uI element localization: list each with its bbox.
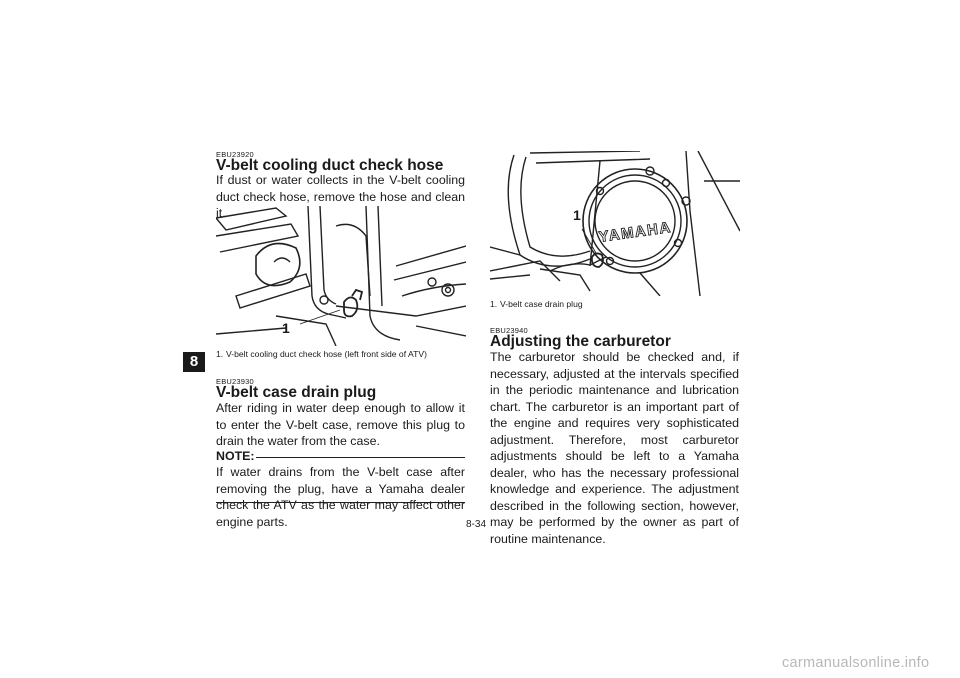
caption-number-right: 1.	[490, 299, 498, 309]
engine-illustration-left	[216, 206, 466, 346]
figure-caption-drain-plug	[490, 299, 750, 310]
section-title-drain-plug: V-belt case drain plug	[216, 384, 377, 401]
figure-caption-cooling-duct	[216, 349, 476, 360]
figure-cooling-duct-hose	[216, 206, 466, 346]
section-code-drain-plug: EBU23930	[216, 377, 254, 386]
note-top-rule	[256, 457, 465, 458]
note-bottom-rule	[216, 502, 465, 503]
section-title-cooling-duct: V-belt cooling duct check hose	[216, 157, 444, 174]
caption-text: V-belt cooling duct check hose (left front side of ATV)	[226, 349, 427, 359]
yamaha-logo-engraving: YAMAHA	[597, 218, 673, 247]
callout-number-1: 1	[282, 320, 290, 336]
section-code-carburetor: EBU23940	[490, 326, 528, 335]
section-title-carburetor: Adjusting the carburetor	[490, 333, 671, 350]
chapter-tab: 8	[183, 352, 205, 372]
figure-drain-plug	[490, 151, 740, 296]
note-text: If water drains from the V-belt case after removing the plug, have a Yamaha dealer check the ATV as the water may affect other engine parts.	[216, 465, 465, 529]
section-body-carburetor: The carburetor should be checked and, if necessary, adjusted at the intervals specified in the periodic maintenance and lubrication chart. The carburetor is an important part of the engine and requires very sophisticated adjustment. Therefore, most carburetor adjustments should be left to a Yamaha dealer, who has the necessary professional knowledge and experience. The adjustment described in the following section, however, may be performed by the owner as part of routine maintenance.	[490, 350, 739, 546]
watermark-text: carmanualsonline.info	[782, 655, 930, 671]
caption-number: 1.	[216, 349, 224, 359]
callout-number-1-right: 1	[573, 207, 581, 223]
note-label: NOTE:	[216, 449, 255, 463]
section-code-cooling-duct: EBU23920	[216, 150, 254, 159]
engine-illustration-right	[490, 151, 740, 296]
section-body-drain-plug: After riding in water deep enough to allow it to enter the V-belt case, remove this plug to drain the water from the case.	[216, 401, 465, 448]
caption-text-right: V-belt case drain plug	[500, 299, 583, 309]
section-body-cooling-duct: If dust or water collects in the V-belt cooling duct check hose, remove the hose and clean it.	[216, 173, 465, 220]
page-number: 8-34	[466, 519, 487, 530]
